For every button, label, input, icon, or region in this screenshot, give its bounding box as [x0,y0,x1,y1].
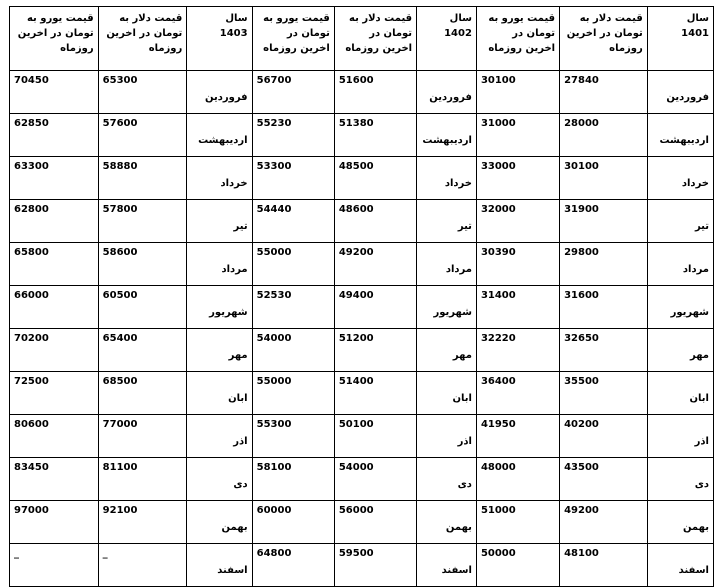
euro-price-cell: 83450 [10,458,99,501]
dollar-price-cell: 28000 [560,114,648,157]
euro-header-cell: قیمت یورو به تومان در اخرین روزماه [10,7,99,71]
dollar-header-cell: قیمت دلار به تومان در اخرین روزماه [334,7,416,71]
table-row [10,157,714,200]
table-row [10,329,714,372]
euro-price-cell: 52530 [252,286,334,329]
table-row [10,372,714,415]
month-cell: مرداد [417,243,477,286]
euro-price-cell: 48000 [476,458,559,501]
month-cell: خرداد [187,157,252,200]
dollar-price-cell: 59500 [334,544,416,587]
table-row [10,200,714,243]
month-cell: دی [187,458,252,501]
euro-price-cell: 55230 [252,114,334,157]
month-cell: فروردین [647,71,713,114]
euro-price-cell: 41950 [476,415,559,458]
year-label: سال [225,13,248,24]
year-label: سال [686,13,709,24]
euro-price-cell: 65800 [10,243,99,286]
dollar-price-cell: 35500 [560,372,648,415]
dollar-price-cell: 49400 [334,286,416,329]
euro-price-cell: 54000 [252,329,334,372]
month-cell: ابان [187,372,252,415]
dollar-price-cell: 40200 [560,415,648,458]
month-cell: اسفند [647,544,713,587]
month-cell: خرداد [417,157,477,200]
euro-price-cell: 32000 [476,200,559,243]
euro-price-cell: 53300 [252,157,334,200]
dollar-price-cell: 77000 [98,415,187,458]
month-cell: اذر [647,415,713,458]
euro-price-cell: 55000 [252,243,334,286]
month-cell: مرداد [647,243,713,286]
euro-price-cell: 51000 [476,501,559,544]
dollar-price-cell: 81100 [98,458,187,501]
month-cell: تیر [417,200,477,243]
table-header-row [10,7,714,71]
euro-price-cell: 32220 [476,329,559,372]
euro-price-cell: 33000 [476,157,559,200]
euro-price-cell: 72500 [10,372,99,415]
euro-price-cell: 31000 [476,114,559,157]
month-cell: تیر [647,200,713,243]
euro-price-cell: 80600 [10,415,99,458]
dollar-price-cell: 57600 [98,114,187,157]
month-cell: دی [417,458,477,501]
dollar-price-cell: 58600 [98,243,187,286]
month-cell: شهریور [647,286,713,329]
dollar-price-cell: 32650 [560,329,648,372]
month-cell: فروردین [417,71,477,114]
month-cell: اردیبهشت [187,114,252,157]
euro-price-cell: 62850 [10,114,99,157]
euro-price-cell: 30390 [476,243,559,286]
euro-price-cell: 55300 [252,415,334,458]
euro-price-cell: 31400 [476,286,559,329]
table-row [10,501,714,544]
euro-price-cell: 36400 [476,372,559,415]
month-cell: بهمن [417,501,477,544]
euro-price-cell: 55000 [252,372,334,415]
dollar-price-cell: 57800 [98,200,187,243]
month-cell: دی [647,458,713,501]
euro-price-cell: 54440 [252,200,334,243]
table-row [10,114,714,157]
table-row [10,286,714,329]
year-value: 1403 [219,28,248,39]
dollar-price-cell: 92100 [98,501,187,544]
dollar-price-cell: 65300 [98,71,187,114]
dollar-price-cell: _ [98,544,187,587]
month-cell: اسفند [187,544,252,587]
euro-price-cell: 70450 [10,71,99,114]
dollar-header-cell: قیمت دلار به تومان در اخرین روزماه [98,7,187,71]
dollar-price-cell: 48500 [334,157,416,200]
dollar-price-cell: 51400 [334,372,416,415]
dollar-price-cell: 50100 [334,415,416,458]
dollar-price-cell: 27840 [560,71,648,114]
month-cell: بهمن [647,501,713,544]
month-cell: شهریور [417,286,477,329]
dollar-price-cell: 56000 [334,501,416,544]
euro-price-cell: _ [10,544,99,587]
dollar-price-cell: 54000 [334,458,416,501]
euro-price-cell: 64800 [252,544,334,587]
dollar-price-cell: 30100 [560,157,648,200]
dollar-price-cell: 51600 [334,71,416,114]
euro-price-cell: 70200 [10,329,99,372]
year-header-cell [417,7,477,71]
dollar-price-cell: 51380 [334,114,416,157]
dollar-price-cell: 48600 [334,200,416,243]
month-cell: بهمن [187,501,252,544]
table-row [10,458,714,501]
table-row [10,243,714,286]
month-cell: اسفند [417,544,477,587]
table-row [10,544,714,587]
month-cell: مهر [417,329,477,372]
euro-price-cell: 60000 [252,501,334,544]
dollar-price-cell: 29800 [560,243,648,286]
month-cell: شهریور [187,286,252,329]
month-cell: اردیبهشت [647,114,713,157]
year-header-cell [647,7,713,71]
month-cell: اردیبهشت [417,114,477,157]
month-cell: تیر [187,200,252,243]
dollar-price-cell: 60500 [98,286,187,329]
euro-price-cell: 62800 [10,200,99,243]
dollar-price-cell: 49200 [334,243,416,286]
table-row [10,71,714,114]
euro-header-cell: قیمت یورو به تومان در اخرین روزماه [476,7,559,71]
month-cell: اذر [187,415,252,458]
month-cell: مهر [647,329,713,372]
month-cell: فروردین [187,71,252,114]
exchange-rate-table [9,6,714,587]
euro-header-cell: قیمت یورو به تومان در اخرین روزماه [252,7,334,71]
euro-price-cell: 63300 [10,157,99,200]
month-cell: مرداد [187,243,252,286]
table-row [10,415,714,458]
dollar-price-cell: 58880 [98,157,187,200]
dollar-price-cell: 31600 [560,286,648,329]
month-cell: ابان [647,372,713,415]
euro-price-cell: 56700 [252,71,334,114]
euro-price-cell: 97000 [10,501,99,544]
month-cell: اذر [417,415,477,458]
euro-price-cell: 66000 [10,286,99,329]
dollar-price-cell: 49200 [560,501,648,544]
dollar-price-cell: 65400 [98,329,187,372]
month-cell: خرداد [647,157,713,200]
year-header-cell [187,7,252,71]
dollar-price-cell: 68500 [98,372,187,415]
month-cell: ابان [417,372,477,415]
year-value: 1401 [681,28,709,39]
euro-price-cell: 30100 [476,71,559,114]
dollar-price-cell: 51200 [334,329,416,372]
year-label: سال [449,13,472,24]
year-value: 1402 [444,28,472,39]
dollar-header-cell: قیمت دلار به تومان در اخرین روزماه [560,7,648,71]
month-cell: مهر [187,329,252,372]
dollar-price-cell: 48100 [560,544,648,587]
euro-price-cell: 58100 [252,458,334,501]
dollar-price-cell: 43500 [560,458,648,501]
euro-price-cell: 50000 [476,544,559,587]
dollar-price-cell: 31900 [560,200,648,243]
